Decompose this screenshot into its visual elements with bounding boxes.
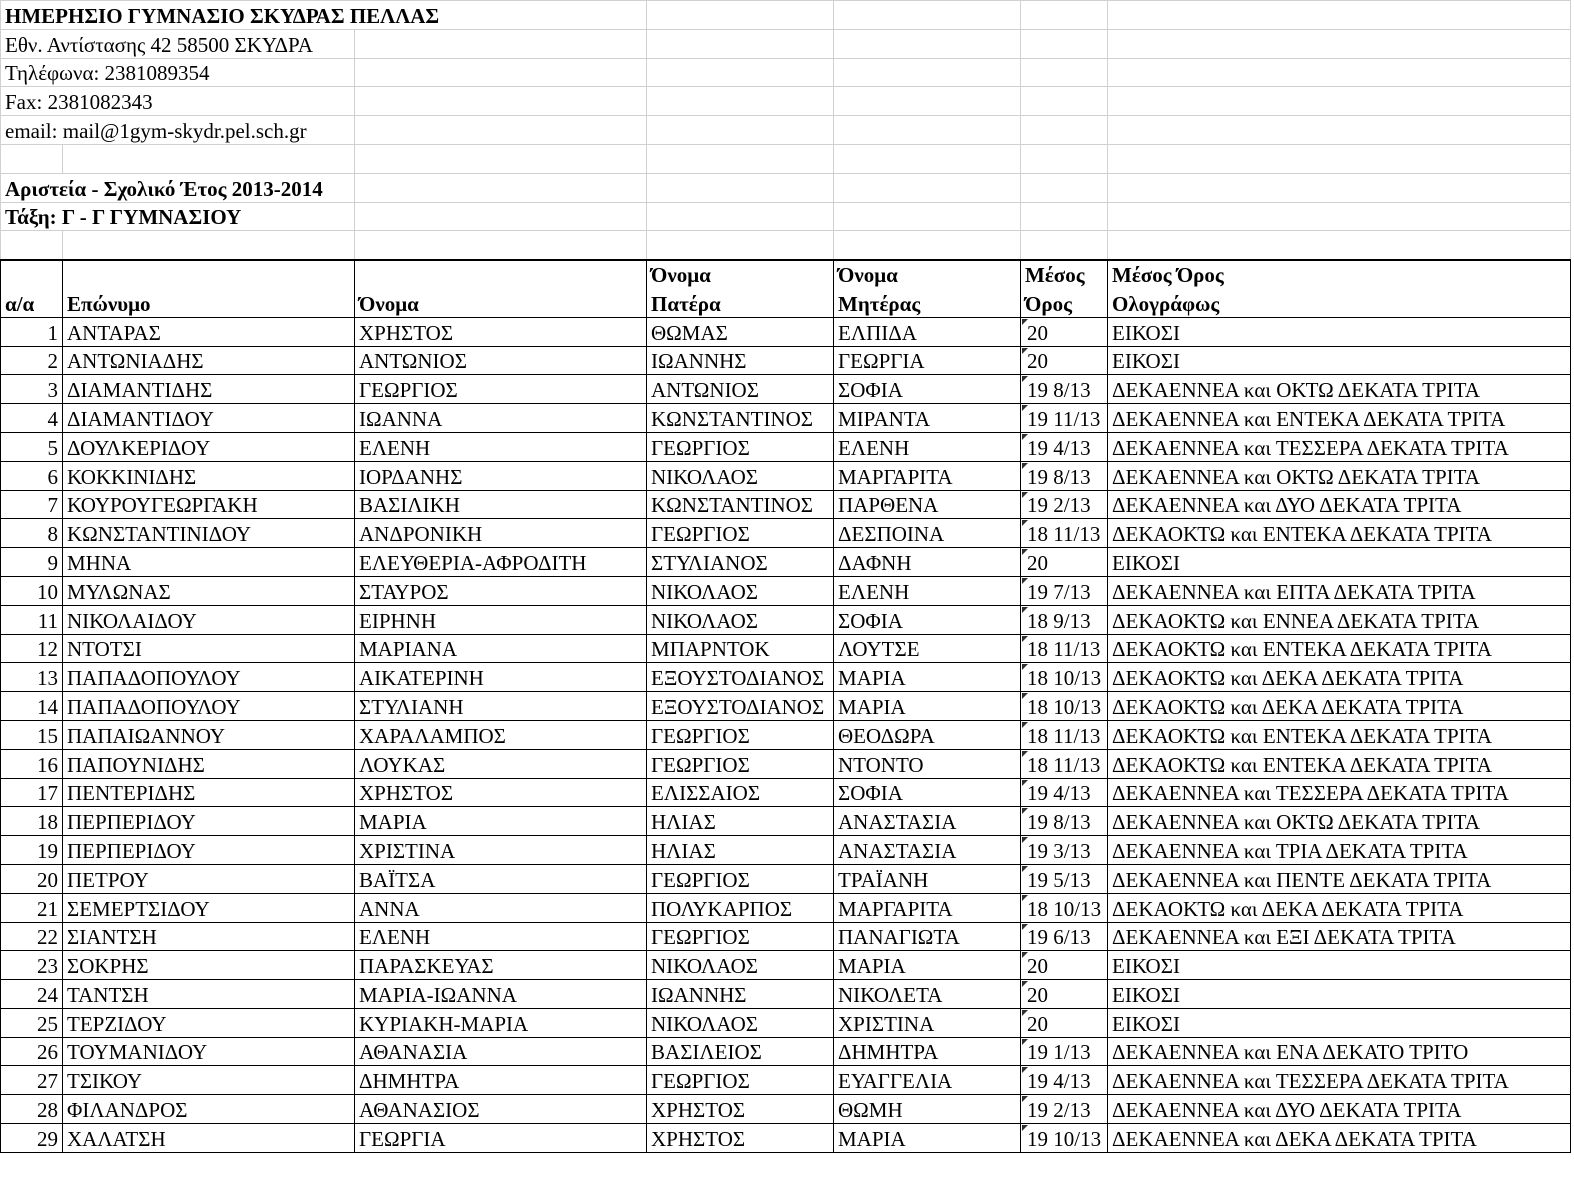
col-father-line2[interactable]: Πατέρα: [647, 288, 834, 317]
father-name-cell[interactable]: ΝΙΚΟΛΑΟΣ: [647, 461, 834, 490]
row-number[interactable]: 3: [1, 375, 63, 404]
surname-cell[interactable]: ΣΟΚΡΗΣ: [63, 951, 355, 980]
row-number[interactable]: 19: [1, 836, 63, 865]
surname-cell[interactable]: ΠΑΠΑΙΩΑΝΝΟΥ: [63, 720, 355, 749]
col-avg-words-line1[interactable]: Μέσος Όρος: [1108, 260, 1571, 289]
name-cell[interactable]: ΣΤΑΥΡΟΣ: [355, 576, 647, 605]
average-words-cell[interactable]: ΕΙΚΟΣΙ: [1108, 548, 1571, 577]
row-number[interactable]: 14: [1, 692, 63, 721]
col-avg-line1[interactable]: Μέσος: [1021, 260, 1108, 289]
col-avg-line2[interactable]: Όρος: [1021, 288, 1108, 317]
col-mother-line2[interactable]: Μητέρας: [834, 288, 1021, 317]
surname-cell[interactable]: ΔΟΥΛΚΕΡΙΔΟΥ: [63, 432, 355, 461]
name-cell[interactable]: ΜΑΡΙΑ: [355, 807, 647, 836]
mother-name-cell[interactable]: ΝΙΚΟΛΕΤΑ: [834, 980, 1021, 1009]
average-cell[interactable]: 18 10/13: [1021, 893, 1108, 922]
name-cell[interactable]: ΕΛΕΝΗ: [355, 432, 647, 461]
row-number[interactable]: 21: [1, 893, 63, 922]
surname-cell[interactable]: ΣΙΑΝΤΣΗ: [63, 922, 355, 951]
name-cell[interactable]: ΒΑΣΙΛΙΚΗ: [355, 490, 647, 519]
table-row: [1, 317, 1571, 346]
father-name-cell[interactable]: ΓΕΩΡΓΙΟΣ: [647, 749, 834, 778]
col-name[interactable]: Όνομα: [355, 288, 647, 317]
row-number[interactable]: 5: [1, 432, 63, 461]
average-words-cell[interactable]: ΔΕΚΑΟΚΤΩ και ΕΝΝΕΑ ΔΕΚΑΤΑ ΤΡΙΤΑ: [1108, 605, 1571, 634]
average-words-cell[interactable]: ΔΕΚΑΕΝΝΕΑ και ΤΕΣΣΕΡΑ ΔΕΚΑΤΑ ΤΡΙΤΑ: [1108, 778, 1571, 807]
name-cell[interactable]: ΣΤΥΛΙΑΝΗ: [355, 692, 647, 721]
honors-table: [1, 260, 1571, 1153]
father-name-cell[interactable]: ΣΤΥΛΙΑΝΟΣ: [647, 548, 834, 577]
average-words-cell[interactable]: ΔΕΚΑΕΝΝΕΑ και ΟΚΤΩ ΔΕΚΑΤΑ ΤΡΙΤΑ: [1108, 375, 1571, 404]
row-number[interactable]: 28: [1, 1095, 63, 1124]
surname-cell[interactable]: ΚΩΝΣΤΑΝΤΙΝΙΔΟΥ: [63, 519, 355, 548]
average-cell[interactable]: 20: [1021, 951, 1108, 980]
name-cell[interactable]: ΧΡΗΣΤΟΣ: [355, 778, 647, 807]
table-row: [1, 605, 1571, 634]
name-cell[interactable]: ΠΑΡΑΣΚΕΥΑΣ: [355, 951, 647, 980]
table-row: [1, 980, 1571, 1009]
father-name-cell[interactable]: ΓΕΩΡΓΙΟΣ: [647, 720, 834, 749]
average-cell[interactable]: 19 4/13: [1021, 1066, 1108, 1095]
father-name-cell[interactable]: ΠΟΛΥΚΑΡΠΟΣ: [647, 893, 834, 922]
row-number[interactable]: 7: [1, 490, 63, 519]
average-cell[interactable]: 19 7/13: [1021, 576, 1108, 605]
row-number[interactable]: 18: [1, 807, 63, 836]
father-name-cell[interactable]: ΝΙΚΟΛΑΟΣ: [647, 605, 834, 634]
average-words-cell[interactable]: ΔΕΚΑΟΚΤΩ και ΔΕΚΑ ΔΕΚΑΤΑ ΤΡΙΤΑ: [1108, 663, 1571, 692]
school-phone[interactable]: Τηλέφωνα: 2381089354: [1, 58, 355, 87]
mother-name-cell[interactable]: ΜΑΡΙΑ: [834, 663, 1021, 692]
table-row: [1, 663, 1571, 692]
name-cell[interactable]: ΙΩΑΝΝΑ: [355, 404, 647, 433]
average-cell[interactable]: 19 1/13: [1021, 1037, 1108, 1066]
average-cell[interactable]: 18 10/13: [1021, 692, 1108, 721]
mother-name-cell[interactable]: ΔΑΦΝΗ: [834, 548, 1021, 577]
mother-name-cell[interactable]: ΧΡΙΣΤΙΝΑ: [834, 1008, 1021, 1037]
row-number[interactable]: 22: [1, 922, 63, 951]
col-mother-line1[interactable]: Όνομα: [834, 260, 1021, 289]
average-cell[interactable]: 19 8/13: [1021, 375, 1108, 404]
table-row: [1, 548, 1571, 577]
surname-cell[interactable]: ΣΕΜΕΡΤΣΙΔΟΥ: [63, 893, 355, 922]
mother-name-cell[interactable]: ΜΑΡΙΑ: [834, 1124, 1021, 1153]
table-row: [1, 864, 1571, 893]
average-cell[interactable]: 18 11/13: [1021, 749, 1108, 778]
name-cell[interactable]: ΑΝΝΑ: [355, 893, 647, 922]
average-cell[interactable]: 19 6/13: [1021, 922, 1108, 951]
surname-cell[interactable]: ΚΟΥΡΟΥΓΕΩΡΓΑΚΗ: [63, 490, 355, 519]
mother-name-cell[interactable]: ΜΑΡΙΑ: [834, 951, 1021, 980]
mother-name-cell[interactable]: ΕΥΑΓΓΕΛΙΑ: [834, 1066, 1021, 1095]
row-number[interactable]: 6: [1, 461, 63, 490]
mother-name-cell[interactable]: ΜΑΡΙΑ: [834, 692, 1021, 721]
mother-name-cell[interactable]: ΑΝΑΣΤΑΣΙΑ: [834, 807, 1021, 836]
table-row: [1, 922, 1571, 951]
average-words-cell[interactable]: ΔΕΚΑΕΝΝΕΑ και ΕΠΤΑ ΔΕΚΑΤΑ ΤΡΙΤΑ: [1108, 576, 1571, 605]
surname-cell[interactable]: ΤΟΥΜΑΝΙΔΟΥ: [63, 1037, 355, 1066]
surname-cell[interactable]: ΚΟΚΚΙΝΙΔΗΣ: [63, 461, 355, 490]
surname-cell[interactable]: ΑΝΤΑΡΑΣ: [63, 317, 355, 346]
report-class[interactable]: Τάξη: Γ - Γ ΓΥΜΝΑΣΙΟΥ: [1, 202, 355, 231]
father-name-cell[interactable]: ΝΙΚΟΛΑΟΣ: [647, 576, 834, 605]
row-number[interactable]: 24: [1, 980, 63, 1009]
report-title[interactable]: Αριστεία - Σχολικό Έτος 2013-2014: [1, 173, 355, 202]
school-address[interactable]: Εθν. Αντίστασης 42 58500 ΣΚΥΔΡΑ: [1, 29, 355, 58]
row-number[interactable]: 26: [1, 1037, 63, 1066]
surname-cell[interactable]: ΠΑΠΑΔΟΠΟΥΛΟΥ: [63, 692, 355, 721]
average-cell[interactable]: 18 10/13: [1021, 663, 1108, 692]
table-row: [1, 404, 1571, 433]
school-header: [1, 1, 1571, 260]
mother-name-cell[interactable]: ΕΛΠΙΔΑ: [834, 317, 1021, 346]
surname-cell[interactable]: ΠΕΡΠΕΡΙΔΟΥ: [63, 836, 355, 865]
average-words-cell[interactable]: ΔΕΚΑΟΚΤΩ και ΕΝΤΕΚΑ ΔΕΚΑΤΑ ΤΡΙΤΑ: [1108, 749, 1571, 778]
row-number[interactable]: 16: [1, 749, 63, 778]
table-row: [1, 778, 1571, 807]
surname-cell[interactable]: ΠΕΤΡΟΥ: [63, 864, 355, 893]
father-name-cell[interactable]: ΕΛΙΣΣΑΙΟΣ: [647, 778, 834, 807]
name-cell[interactable]: ΕΙΡΗΝΗ: [355, 605, 647, 634]
name-cell[interactable]: ΛΟΥΚΑΣ: [355, 749, 647, 778]
father-name-cell[interactable]: ΘΩΜΑΣ: [647, 317, 834, 346]
row-number[interactable]: 15: [1, 720, 63, 749]
average-cell[interactable]: 19 2/13: [1021, 1095, 1108, 1124]
mother-name-cell[interactable]: ΘΩΜΗ: [834, 1095, 1021, 1124]
average-words-cell[interactable]: ΔΕΚΑΕΝΝΕΑ και ΕΞΙ ΔΕΚΑΤΑ ΤΡΙΤΑ: [1108, 922, 1571, 951]
average-words-cell[interactable]: ΔΕΚΑΕΝΝΕΑ και ΔΥΟ ΔΕΚΑΤΑ ΤΡΙΤΑ: [1108, 490, 1571, 519]
name-cell[interactable]: ΕΛΕΥΘΕΡΙΑ-ΑΦΡΟΔΙΤΗ: [355, 548, 647, 577]
average-cell[interactable]: 20: [1021, 548, 1108, 577]
row-number[interactable]: 8: [1, 519, 63, 548]
surname-cell[interactable]: ΠΑΠΟΥΝΙΔΗΣ: [63, 749, 355, 778]
father-name-cell[interactable]: ΓΕΩΡΓΙΟΣ: [647, 922, 834, 951]
average-words-cell[interactable]: ΔΕΚΑΕΝΝΕΑ και ΔΥΟ ΔΕΚΑΤΑ ΤΡΙΤΑ: [1108, 1095, 1571, 1124]
row-number[interactable]: 4: [1, 404, 63, 433]
name-cell[interactable]: ΑΘΑΝΑΣΙΟΣ: [355, 1095, 647, 1124]
surname-cell[interactable]: ΝΙΚΟΛΑΙΔΟΥ: [63, 605, 355, 634]
table-row: [1, 461, 1571, 490]
col-surname[interactable]: Επώνυμο: [63, 288, 355, 317]
average-words-cell[interactable]: ΔΕΚΑΕΝΝΕΑ και ΕΝΤΕΚΑ ΔΕΚΑΤΑ ΤΡΙΤΑ: [1108, 404, 1571, 433]
mother-name-cell[interactable]: ΜΙΡΑΝΤΑ: [834, 404, 1021, 433]
average-words-cell[interactable]: ΕΙΚΟΣΙ: [1108, 980, 1571, 1009]
average-words-cell[interactable]: ΔΕΚΑΕΝΝΕΑ και ΔΕΚΑ ΔΕΚΑΤΑ ΤΡΙΤΑ: [1108, 1124, 1571, 1153]
table-row: [1, 720, 1571, 749]
column-header-row: [1, 288, 1571, 317]
table-row: [1, 1066, 1571, 1095]
table-row: [1, 1124, 1571, 1153]
mother-name-cell[interactable]: ΔΗΜΗΤΡΑ: [834, 1037, 1021, 1066]
name-cell[interactable]: ΑΝΔΡΟΝΙΚΗ: [355, 519, 647, 548]
father-name-cell[interactable]: ΚΩΝΣΤΑΝΤΙΝΟΣ: [647, 404, 834, 433]
mother-name-cell[interactable]: ΜΑΡΓΑΡΙΤΑ: [834, 461, 1021, 490]
average-words-cell[interactable]: ΕΙΚΟΣΙ: [1108, 317, 1571, 346]
average-cell[interactable]: 20: [1021, 1008, 1108, 1037]
row-number[interactable]: 25: [1, 1008, 63, 1037]
name-cell[interactable]: ΙΟΡΔΑΝΗΣ: [355, 461, 647, 490]
row-number[interactable]: 1: [1, 317, 63, 346]
surname-cell[interactable]: ΤΣΙΚΟΥ: [63, 1066, 355, 1095]
name-cell[interactable]: ΑΙΚΑΤΕΡΙΝΗ: [355, 663, 647, 692]
average-cell[interactable]: 20: [1021, 317, 1108, 346]
table-row: [1, 893, 1571, 922]
mother-name-cell[interactable]: ΕΛΕΝΗ: [834, 432, 1021, 461]
name-cell[interactable]: ΔΗΜΗΤΡΑ: [355, 1066, 647, 1095]
table-row: [1, 346, 1571, 375]
table-row: [1, 1037, 1571, 1066]
surname-cell[interactable]: ΔΙΑΜΑΝΤΙΔΟΥ: [63, 404, 355, 433]
father-name-cell[interactable]: ΕΞΟΥΣΤΟΔΙΑΝΟΣ: [647, 692, 834, 721]
father-name-cell[interactable]: ΑΝΤΩΝΙΟΣ: [647, 375, 834, 404]
average-cell[interactable]: 19 8/13: [1021, 461, 1108, 490]
average-words-cell[interactable]: ΔΕΚΑΕΝΝΕΑ και ΟΚΤΩ ΔΕΚΑΤΑ ΤΡΙΤΑ: [1108, 807, 1571, 836]
surname-cell[interactable]: ΠΕΝΤΕΡΙΔΗΣ: [63, 778, 355, 807]
mother-name-cell[interactable]: ΓΕΩΡΓΙΑ: [834, 346, 1021, 375]
name-cell[interactable]: ΓΕΩΡΓΙΟΣ: [355, 375, 647, 404]
mother-name-cell[interactable]: ΣΟΦΙΑ: [834, 375, 1021, 404]
average-words-cell[interactable]: ΕΙΚΟΣΙ: [1108, 951, 1571, 980]
name-cell[interactable]: ΜΑΡΙΑΝΑ: [355, 634, 647, 663]
average-words-cell[interactable]: ΕΙΚΟΣΙ: [1108, 1008, 1571, 1037]
name-cell[interactable]: ΧΡΙΣΤΙΝΑ: [355, 836, 647, 865]
name-cell[interactable]: ΧΑΡΑΛΑΜΠΟΣ: [355, 720, 647, 749]
table-row: [1, 519, 1571, 548]
surname-cell[interactable]: ΦΙΛΑΝΔΡΟΣ: [63, 1095, 355, 1124]
average-words-cell[interactable]: ΔΕΚΑΕΝΝΕΑ και ΤΕΣΣΕΡΑ ΔΕΚΑΤΑ ΤΡΙΤΑ: [1108, 1066, 1571, 1095]
average-words-cell[interactable]: ΔΕΚΑΕΝΝΕΑ και ΟΚΤΩ ΔΕΚΑΤΑ ΤΡΙΤΑ: [1108, 461, 1571, 490]
average-cell[interactable]: 19 4/13: [1021, 432, 1108, 461]
average-cell[interactable]: 19 3/13: [1021, 836, 1108, 865]
father-name-cell[interactable]: ΚΩΝΣΤΑΝΤΙΝΟΣ: [647, 490, 834, 519]
father-name-cell[interactable]: ΧΡΗΣΤΟΣ: [647, 1124, 834, 1153]
average-cell[interactable]: 18 11/13: [1021, 720, 1108, 749]
average-words-cell[interactable]: ΔΕΚΑΟΚΤΩ και ΔΕΚΑ ΔΕΚΑΤΑ ΤΡΙΤΑ: [1108, 692, 1571, 721]
father-name-cell[interactable]: ΒΑΣΙΛΕΙΟΣ: [647, 1037, 834, 1066]
table-row: [1, 432, 1571, 461]
row-number[interactable]: 29: [1, 1124, 63, 1153]
average-words-cell[interactable]: ΔΕΚΑΟΚΤΩ και ΕΝΤΕΚΑ ΔΕΚΑΤΑ ΤΡΙΤΑ: [1108, 634, 1571, 663]
name-cell[interactable]: ΑΘΑΝΑΣΙΑ: [355, 1037, 647, 1066]
table-row: [1, 749, 1571, 778]
mother-name-cell[interactable]: ΣΟΦΙΑ: [834, 605, 1021, 634]
row-number[interactable]: 9: [1, 548, 63, 577]
father-name-cell[interactable]: ΗΛΙΑΣ: [647, 836, 834, 865]
surname-cell[interactable]: ΤΑΝΤΣΗ: [63, 980, 355, 1009]
average-cell[interactable]: 18 9/13: [1021, 605, 1108, 634]
average-words-cell[interactable]: ΔΕΚΑΕΝΝΕΑ και ΤΕΣΣΕΡΑ ΔΕΚΑΤΑ ΤΡΙΤΑ: [1108, 432, 1571, 461]
surname-cell[interactable]: ΔΙΑΜΑΝΤΙΔΗΣ: [63, 375, 355, 404]
average-cell[interactable]: 19 11/13: [1021, 404, 1108, 433]
table-row: [1, 375, 1571, 404]
surname-cell[interactable]: ΜΥΛΩΝΑΣ: [63, 576, 355, 605]
school-name[interactable]: ΗΜΕΡΗΣΙΟ ΓΥΜΝΑΣΙΟ ΣΚΥΔΡΑΣ ΠΕΛΛΑΣ: [1, 1, 647, 30]
surname-cell[interactable]: ΧΑΛΑΤΣΗ: [63, 1124, 355, 1153]
father-name-cell[interactable]: ΝΙΚΟΛΑΟΣ: [647, 951, 834, 980]
average-cell[interactable]: 19 4/13: [1021, 778, 1108, 807]
table-row: [1, 951, 1571, 980]
mother-name-cell[interactable]: ΔΕΣΠΟΙΝΑ: [834, 519, 1021, 548]
school-fax[interactable]: Fax: 2381082343: [1, 87, 355, 116]
row-number[interactable]: 12: [1, 634, 63, 663]
mother-name-cell[interactable]: ΤΡΑΪΑΝΗ: [834, 864, 1021, 893]
surname-cell[interactable]: ΠΕΡΠΕΡΙΔΟΥ: [63, 807, 355, 836]
row-number[interactable]: 11: [1, 605, 63, 634]
mother-name-cell[interactable]: ΕΛΕΝΗ: [834, 576, 1021, 605]
row-number[interactable]: 27: [1, 1066, 63, 1095]
average-words-cell[interactable]: ΔΕΚΑΟΚΤΩ και ΕΝΤΕΚΑ ΔΕΚΑΤΑ ΤΡΙΤΑ: [1108, 519, 1571, 548]
row-number[interactable]: 2: [1, 346, 63, 375]
row-number[interactable]: 17: [1, 778, 63, 807]
father-name-cell[interactable]: ΓΕΩΡΓΙΟΣ: [647, 432, 834, 461]
table-row: [1, 1008, 1571, 1037]
mother-name-cell[interactable]: ΣΟΦΙΑ: [834, 778, 1021, 807]
average-cell[interactable]: 20: [1021, 980, 1108, 1009]
average-words-cell[interactable]: ΔΕΚΑΕΝΝΕΑ και ΕΝΑ ΔΕΚΑΤΟ ΤΡΙΤΟ: [1108, 1037, 1571, 1066]
father-name-cell[interactable]: ΓΕΩΡΓΙΟΣ: [647, 864, 834, 893]
average-words-cell[interactable]: ΔΕΚΑΕΝΝΕΑ και ΠΕΝΤΕ ΔΕΚΑΤΑ ΤΡΙΤΑ: [1108, 864, 1571, 893]
mother-name-cell[interactable]: ΘΕΟΔΩΡΑ: [834, 720, 1021, 749]
table-row: [1, 1095, 1571, 1124]
name-cell[interactable]: ΧΡΗΣΤΟΣ: [355, 317, 647, 346]
average-cell[interactable]: 19 8/13: [1021, 807, 1108, 836]
surname-cell[interactable]: ΝΤΟΤΣΙ: [63, 634, 355, 663]
mother-name-cell[interactable]: ΜΑΡΓΑΡΙΤΑ: [834, 893, 1021, 922]
surname-cell[interactable]: ΤΕΡΖΙΔΟΥ: [63, 1008, 355, 1037]
name-cell[interactable]: ΒΑΪΤΣΑ: [355, 864, 647, 893]
name-cell[interactable]: ΕΛΕΝΗ: [355, 922, 647, 951]
average-cell[interactable]: 19 5/13: [1021, 864, 1108, 893]
average-words-cell[interactable]: ΔΕΚΑΕΝΝΕΑ και ΤΡΙΑ ΔΕΚΑΤΑ ΤΡΙΤΑ: [1108, 836, 1571, 865]
mother-name-cell[interactable]: ΛΟΥΤΣΕ: [834, 634, 1021, 663]
father-name-cell[interactable]: ΓΕΩΡΓΙΟΣ: [647, 519, 834, 548]
col-aa[interactable]: α/α: [1, 288, 63, 317]
mother-name-cell[interactable]: ΝΤΟΝΤΟ: [834, 749, 1021, 778]
name-cell[interactable]: ΜΑΡΙΑ-ΙΩΑΝΝΑ: [355, 980, 647, 1009]
average-cell[interactable]: 18 11/13: [1021, 634, 1108, 663]
name-cell[interactable]: ΓΕΩΡΓΙΑ: [355, 1124, 647, 1153]
average-words-cell[interactable]: ΔΕΚΑΟΚΤΩ και ΕΝΤΕΚΑ ΔΕΚΑΤΑ ΤΡΙΤΑ: [1108, 720, 1571, 749]
average-cell[interactable]: 19 2/13: [1021, 490, 1108, 519]
average-cell[interactable]: 18 11/13: [1021, 519, 1108, 548]
col-avg-words-line2[interactable]: Ολογράφως: [1108, 288, 1571, 317]
name-cell[interactable]: ΑΝΤΩΝΙΟΣ: [355, 346, 647, 375]
father-name-cell[interactable]: ΗΛΙΑΣ: [647, 807, 834, 836]
school-email[interactable]: email: mail@1gym-skydr.pel.sch.gr: [1, 116, 355, 145]
column-header-row: [1, 260, 1571, 289]
table-row: [1, 634, 1571, 663]
average-words-cell[interactable]: ΕΙΚΟΣΙ: [1108, 346, 1571, 375]
table-row: [1, 576, 1571, 605]
mother-name-cell[interactable]: ΠΑΡΘΕΝΑ: [834, 490, 1021, 519]
row-number[interactable]: 10: [1, 576, 63, 605]
father-name-cell[interactable]: ΝΙΚΟΛΑΟΣ: [647, 1008, 834, 1037]
mother-name-cell[interactable]: ΑΝΑΣΤΑΣΙΑ: [834, 836, 1021, 865]
surname-cell[interactable]: ΑΝΤΩΝΙΑΔΗΣ: [63, 346, 355, 375]
average-cell[interactable]: 19 10/13: [1021, 1124, 1108, 1153]
table-row: [1, 836, 1571, 865]
father-name-cell[interactable]: ΧΡΗΣΤΟΣ: [647, 1095, 834, 1124]
table-row: [1, 490, 1571, 519]
table-row: [1, 807, 1571, 836]
name-cell[interactable]: ΚΥΡΙΑΚΗ-ΜΑΡΙΑ: [355, 1008, 647, 1037]
table-row: [1, 692, 1571, 721]
father-name-cell[interactable]: ΜΠΑΡΝΤΟΚ: [647, 634, 834, 663]
surname-cell[interactable]: ΠΑΠΑΔΟΠΟΥΛΟΥ: [63, 663, 355, 692]
father-name-cell[interactable]: ΙΩΑΝΝΗΣ: [647, 980, 834, 1009]
row-number[interactable]: 13: [1, 663, 63, 692]
surname-cell[interactable]: ΜΗΝΑ: [63, 548, 355, 577]
average-words-cell[interactable]: ΔΕΚΑΟΚΤΩ και ΔΕΚΑ ΔΕΚΑΤΑ ΤΡΙΤΑ: [1108, 893, 1571, 922]
father-name-cell[interactable]: ΙΩΑΝΝΗΣ: [647, 346, 834, 375]
average-cell[interactable]: 20: [1021, 346, 1108, 375]
father-name-cell[interactable]: ΕΞΟΥΣΤΟΔΙΑΝΟΣ: [647, 663, 834, 692]
col-father-line1[interactable]: Όνομα: [647, 260, 834, 289]
father-name-cell[interactable]: ΓΕΩΡΓΙΟΣ: [647, 1066, 834, 1095]
row-number[interactable]: 20: [1, 864, 63, 893]
mother-name-cell[interactable]: ΠΑΝΑΓΙΩΤΑ: [834, 922, 1021, 951]
row-number[interactable]: 23: [1, 951, 63, 980]
